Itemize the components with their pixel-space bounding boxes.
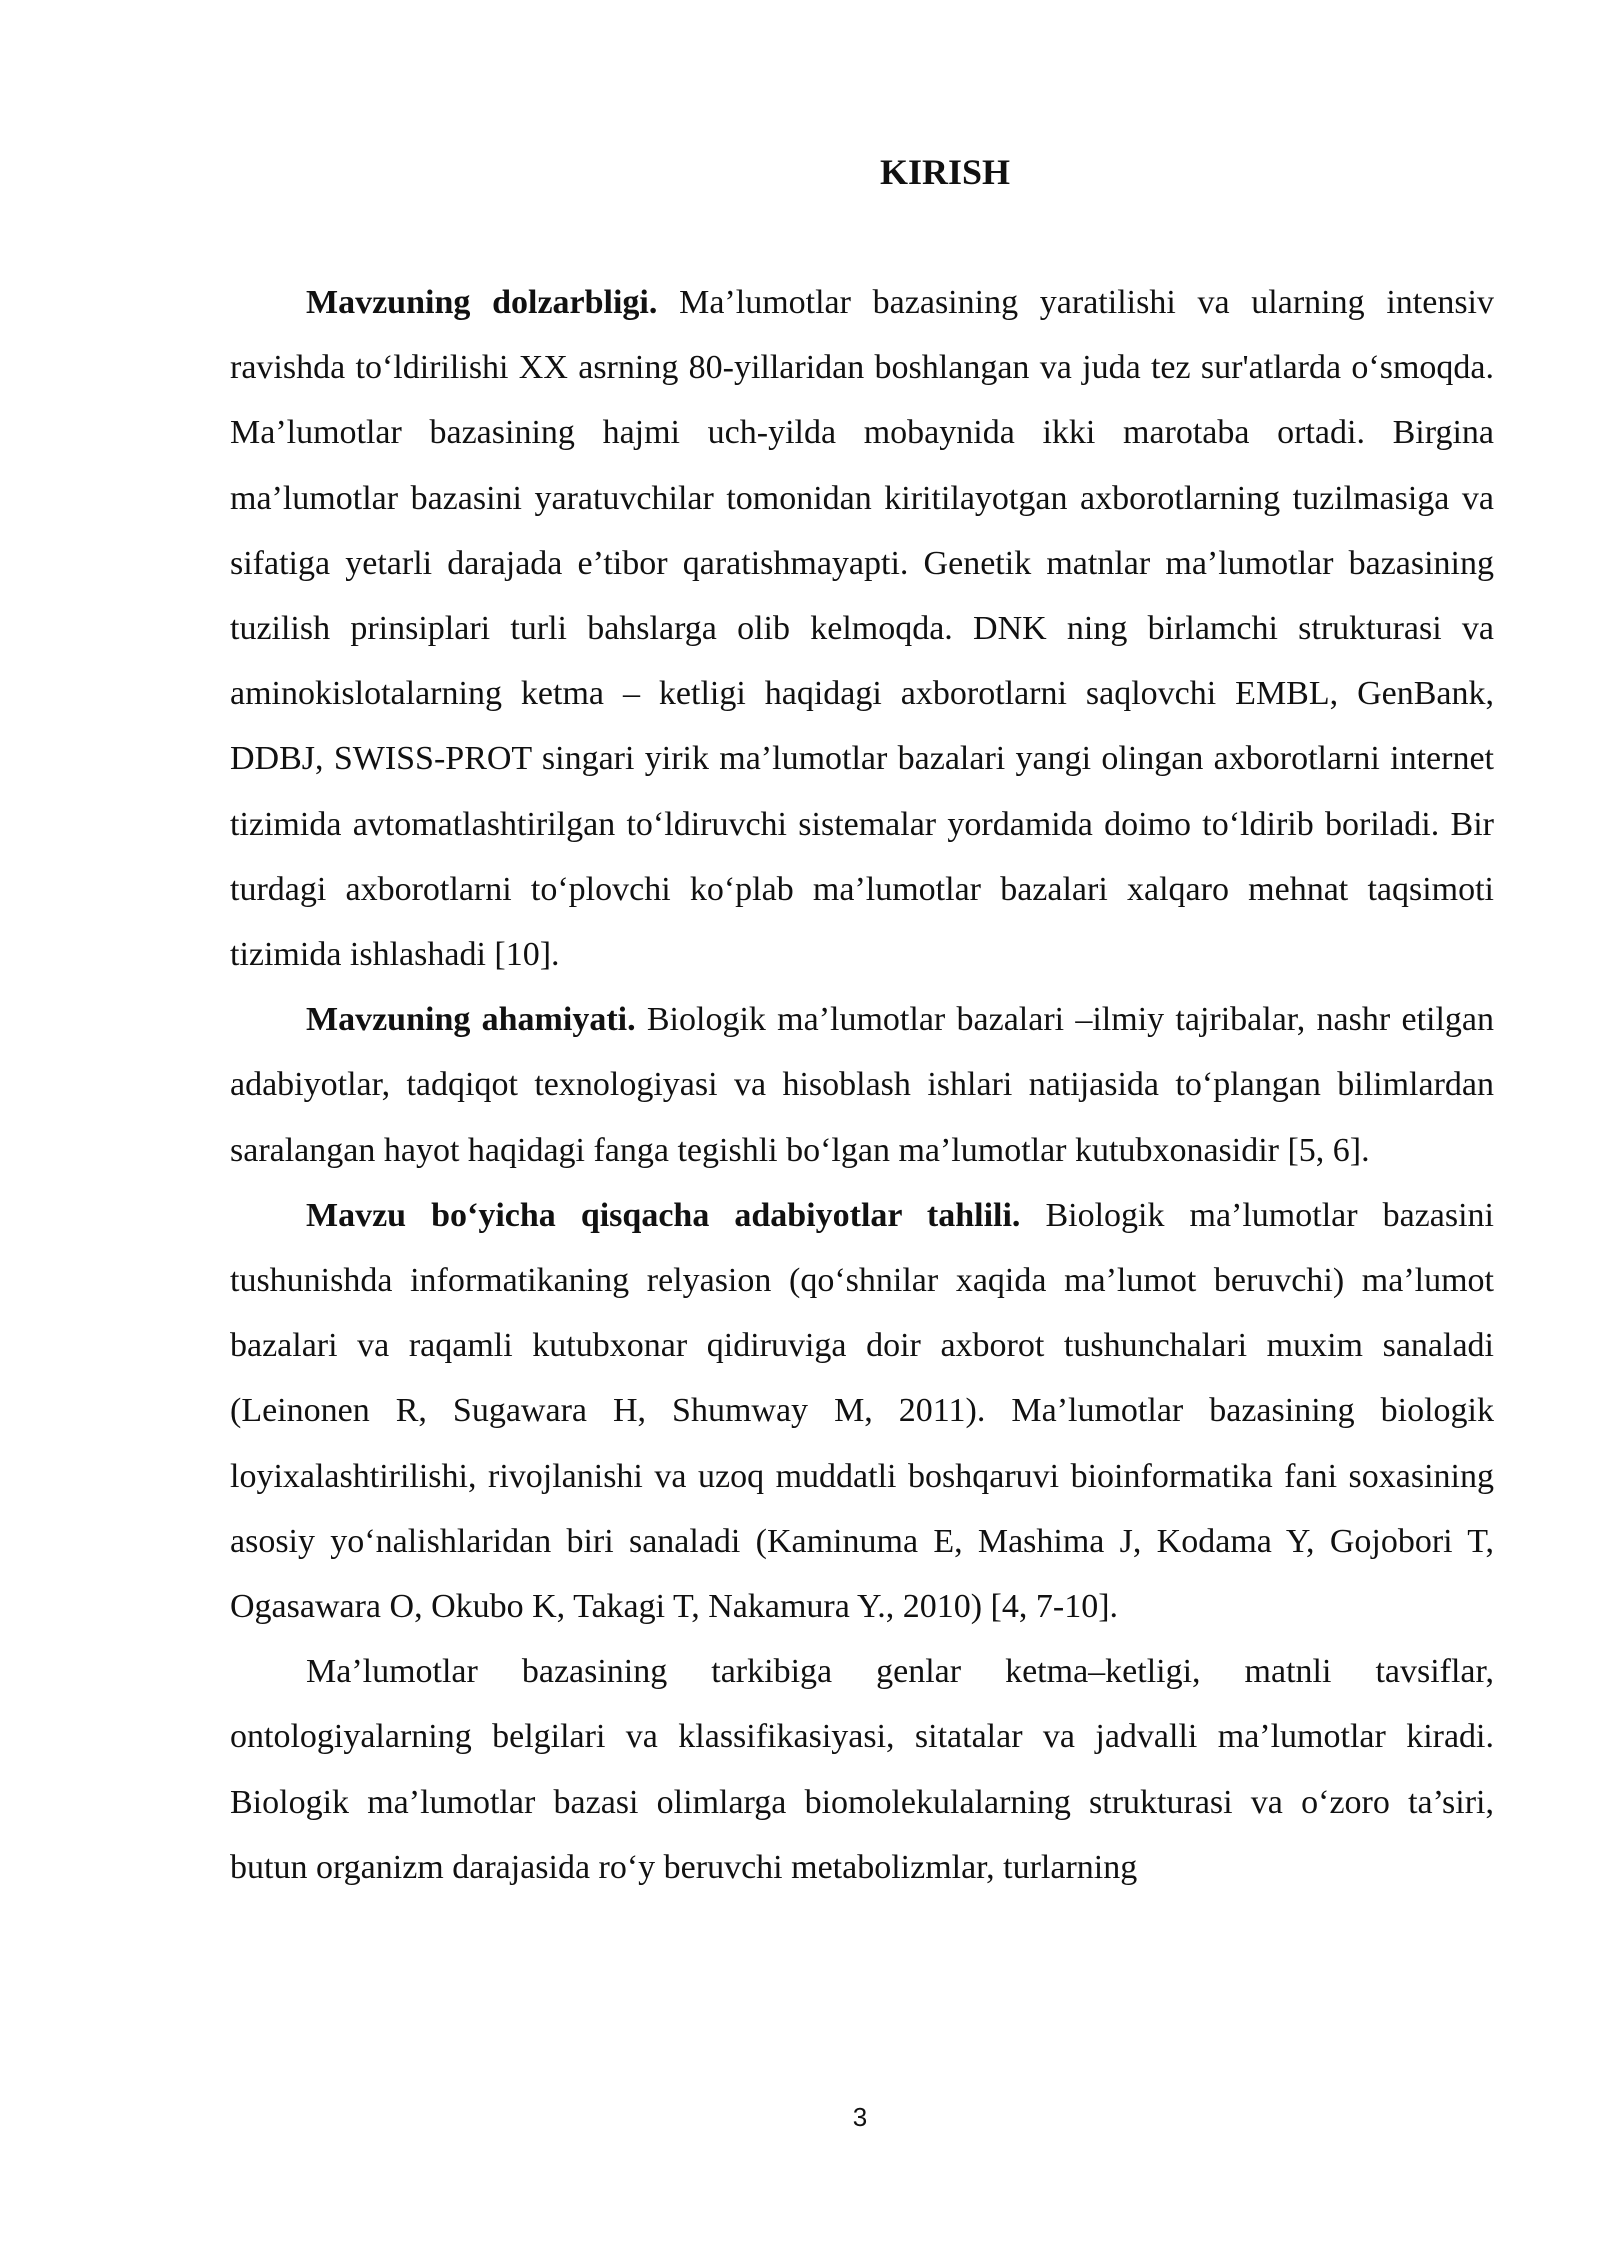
paragraph-database-content	[230, 1639, 1494, 1900]
paragraph-database-content-text: Ma’lumotlar bazasining tarkibiga genlar ketma–ketligi, matnli tavsiflar, ontologiyalarning belgilari va klassifikasiyasi, sitatalar va jadvalli ma’lumotlar kiradi. Biologik ma’lumotlar bazasi olimlarga biomolekulalarning strukturasi va o‘zoro ta’siri, butun organizm darajasida ro‘y beruvchi metabolizmlar, turlarning	[230, 1653, 1494, 1886]
paragraph-literature-review-title: Mavzu bo‘yicha qisqacha adabiyotlar tahlili.	[306, 1196, 1021, 1234]
paragraph-literature-review-text: Biologik ma’lumotlar bazasini tushunishda informatikaning relyasion (qo‘shnilar xaqida ma’lumot beruvchi) ma’lumot bazalari va raqamli kutubxonar qidiruviga doir axborot tushunchalari muxim sanaladi (Leinonen R, Sugawara H, Shumway M, 2011). Ma’lumotlar bazasining biologik loyixalashtirilishi, rivojlanishi va uzoq muddatli boshqaruvi bioinformatika fani soxasining asosiy yo‘nalishlaridan biri sanaladi (Kaminuma E, Mashima J, Kodama Y, Gojobori T, Ogasawara O, Okubo K, Takagi T, Nakamura Y., 2010) [4, 7-10].	[230, 1196, 1494, 1626]
body-text	[230, 270, 1494, 1900]
section-heading: KIRISH	[879, 152, 1011, 192]
paragraph-importance-text: Biologik ma’lumotlar bazalari –ilmiy tajribalar, nashr etilgan adabiyotlar, tadqiqot texnologiyasi va hisoblash ishlari natijasida to‘plangan bilimlardan saralangan hayot haqidagi fanga tegishli bo‘lgan ma’lumotlar kutubxonasidir [5, 6].	[230, 1001, 1494, 1169]
paragraph-literature-review	[230, 1183, 1494, 1639]
paragraph-relevance-title: Mavzuning dolzarbligi.	[306, 284, 658, 321]
paragraph-importance-title: Mavzuning ahamiyati.	[306, 1001, 636, 1039]
page-number: 3	[852, 2102, 868, 2132]
paragraph-importance	[230, 987, 1494, 1183]
paragraph-relevance	[230, 270, 1494, 987]
paragraph-relevance-text: Ma’lumotlar bazasining yaratilishi va ularning intensiv ravishda to‘ldirilishi XX asrning 80-yillaridan boshlangan va juda tez sur'atlarda o‘smoqda. Ma’lumotlar bazasining hajmi uch-yilda mobaynida ikki marotaba ortadi. Birgina ma’lumotlar bazasini yaratuvchilar tomonidan kiritilayotgan axborotlarning tuzilmasiga va sifatiga yetarli darajada e’tibor qaratishmayapti. Genetik matnlar ma’lumotlar bazasining tuzilish prinsiplari turli bahslarga olib kelmoqda. DNK ning birlamchi strukturasi va aminokislotalarning ketma – ketligi haqidagi axborotlarni saqlovchi EMBL, GenBank, DDBJ, SWISS-PROT singari yirik ma’lumotlar bazalari yangi olingan axborotlarni internet tizimida avtomatlashtirilgan to‘ldiruvchi sistemalar yordamida doimo to‘ldirib boriladi. Bir turdagi axborotlarni to‘plovchi ko‘plab ma’lumotlar bazalari xalqaro mehnat taqsimoti tizimida ishlashadi [10].	[230, 284, 1495, 974]
